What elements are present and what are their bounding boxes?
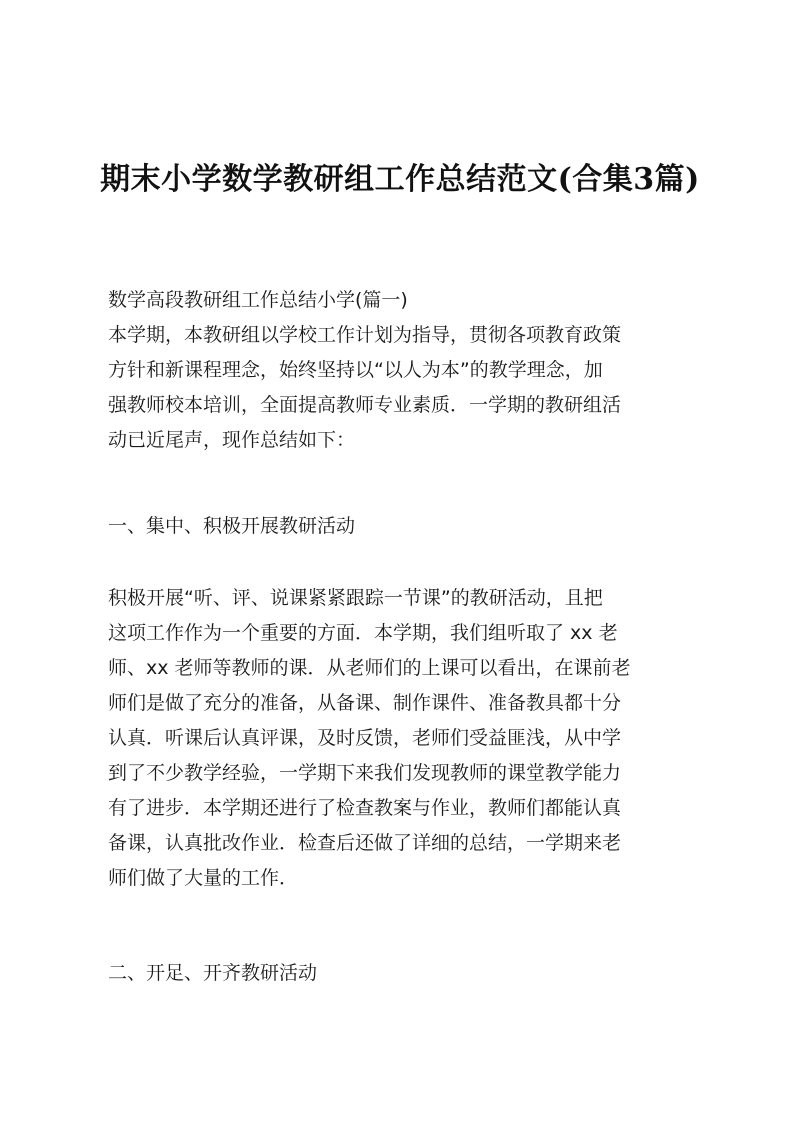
paragraph-line: 这项工作作为一个重要的方面．本学期，我们组听取了 xx 老 [108, 622, 618, 644]
paragraph-line: 认真．听课后认真评课，及时反馈，老师们受益匪浅，从中学 [108, 727, 622, 749]
paragraph-line: 师、xx 老师等教师的课．从老师们的上课可以看出，在课前老 [108, 657, 631, 679]
intro-line: 动已近尾声，现作总结如下： [108, 429, 356, 451]
intro-line: 本学期，本教研组以学校工作计划为指导，贯彻各项教育政策 [108, 324, 622, 346]
paragraph-line: 到了不少教学经验，一学期下来我们发现教师的课堂教学能力 [108, 762, 622, 784]
paragraph-line: 师们做了大量的工作． [108, 867, 299, 889]
intro-paragraph [108, 318, 698, 458]
section-heading-2 [108, 956, 698, 991]
paragraph-line: 备课，认真批改作业．检查后还做了详细的总结，一学期来老 [108, 832, 622, 854]
paragraph-line: 有了进步．本学期还进行了检查教案与作业，教师们都能认真 [108, 797, 622, 819]
article-subtitle [108, 283, 698, 318]
section-heading-text: 一、集中、积极开展教研活动 [108, 515, 356, 537]
section-1-paragraph [108, 581, 698, 896]
document-title: 期末小学数学教研组工作总结范文(合集3篇) [100, 162, 700, 197]
section-heading-text: 二、开足、开齐教研活动 [108, 962, 318, 984]
subtitle-text: 数学高段教研组工作总结小学(篇一) [108, 289, 408, 311]
paragraph-line: 积极开展“听、评、说课紧紧跟踪一节课”的教研活动，且把 [108, 587, 603, 609]
intro-line: 强教师校本培训，全面提高教师专业素质．一学期的教研组活 [108, 394, 622, 416]
intro-line: 方针和新课程理念，始终坚持以“以人为本”的教学理念，加 [108, 359, 603, 381]
section-heading-1 [108, 509, 698, 544]
paragraph-line: 师们是做了充分的准备，从备课、制作课件、准备教具都十分 [108, 692, 622, 714]
